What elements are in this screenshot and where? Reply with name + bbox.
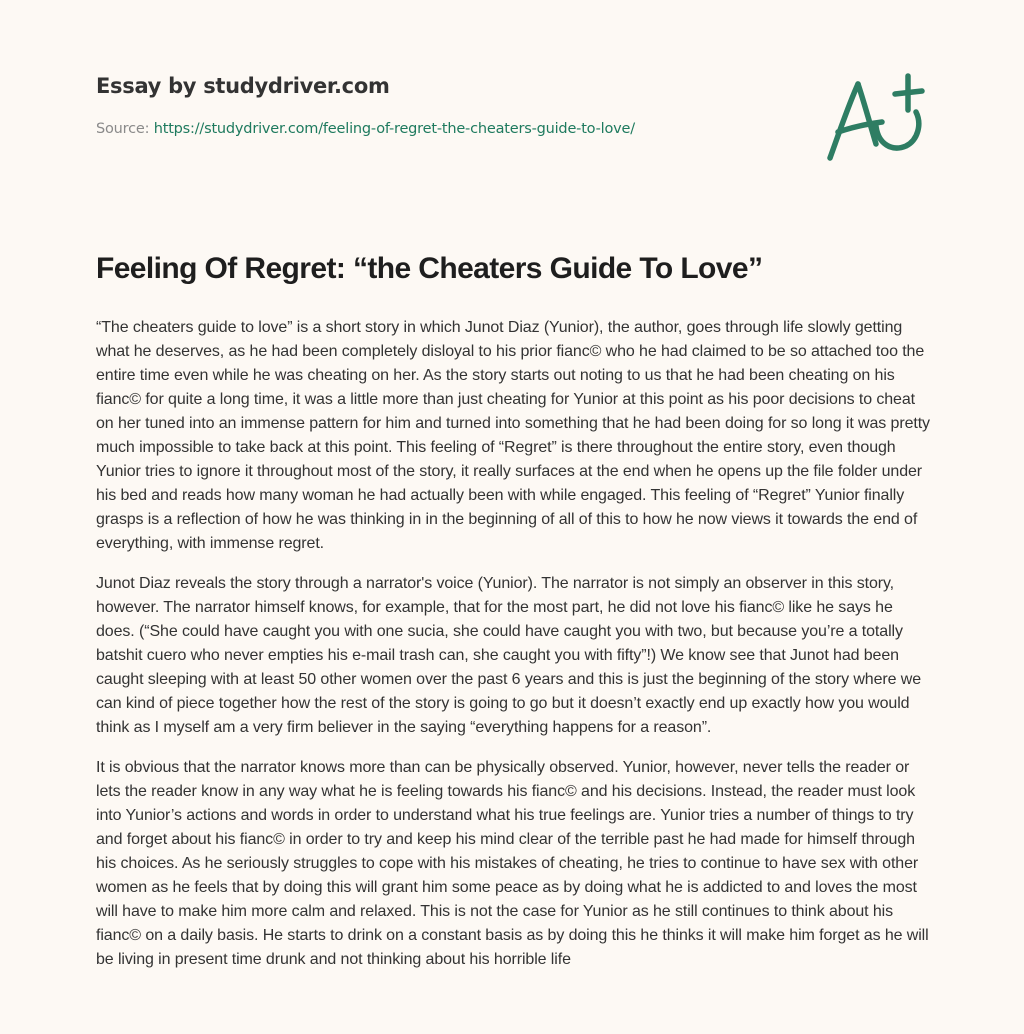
source-label: Source: [96, 121, 150, 137]
a-plus-grade-icon [820, 66, 932, 166]
essay-paragraph: “The cheaters guide to love” is a short story in which Junot Diaz (Yunior), the author, goes through life slowly getting what he deserves, as he had been completely disloyal to his prior fianc© who he had claimed to be so attached too the entire time even while he was cheating on her. As the story starts out noting to us that he had been cheating on his fianc© for quite a long time, it was a little more than just cheating for Yunior at this point as his poor decisions to cheat on her tuned into an immense pattern for him and turned into something that he had been doing for so long it was pretty much impossible to take back at this point. This feeling of “Regret” is there throughout the entire story, even though Yunior tries to ignore it throughout most of the story, it really surfaces at the end when he opens up the file folder under his bed and reads how many woman he had actually been with while engaged. This feeling of “Regret” Yunior finally grasps is a reflection of how he was thinking in in the beginning of all of this to how he now views it towards the end of everything, with immense regret. [96, 319, 930, 552]
essay-body [96, 316, 932, 988]
source-line [96, 120, 796, 138]
essay-title: Feeling Of Regret: “the Cheaters Guide To Love” [96, 252, 763, 285]
page-header [96, 74, 796, 138]
source-link[interactable]: https://studydriver.com/feeling-of-regret-the-cheaters-guide-to-love/ [153, 121, 635, 137]
site-title: Essay by studydriver.com [96, 74, 390, 98]
essay-paragraph: Junot Diaz reveals the story through a narrator's voice (Yunior). The narrator is not simply an observer in this story, however. The narrator himself knows, for example, that for the most part, he did not love his fianc© like he says he does. (“She could have caught you with one sucia, she could have caught you with two, but because you’re a totally batshit cuero who never empties his e-mail trash can, she caught you with fifty”!) We know see that Junot had been caught sleeping with at least 50 other women over the past 6 years and this is just the beginning of the story where we can kind of piece together how the rest of the story is going to go but it doesn’t exactly end up exactly how you would think as I myself am a very firm believer in the saying “everything happens for a reason”. [96, 575, 922, 736]
essay-paragraph: It is obvious that the narrator knows more than can be physically observed. Yunior, however, never tells the reader or lets the reader know in any way what he is feeling towards his fianc© and his decisions. Instead, the reader must look into Yunior’s actions and words in order to understand what his true feelings are. Yunior tries a number of things to try and forget about his fianc© in order to try and keep his mind clear of the terrible past he had made for himself through his choices. As he seriously struggles to cope with his mistakes of cheating, he tries to continue to have sex with other women as he feels that by doing this will grant him some peace as by doing what he is addicted to and loves the most will have to make him more calm and relaxed. This is not the case for Yunior as he still continues to think about his fianc© on a daily basis. He starts to drink on a constant basis as by doing this he thinks it will make him forget as he will be living in present time drunk and not thinking about his horrible life [96, 759, 929, 968]
